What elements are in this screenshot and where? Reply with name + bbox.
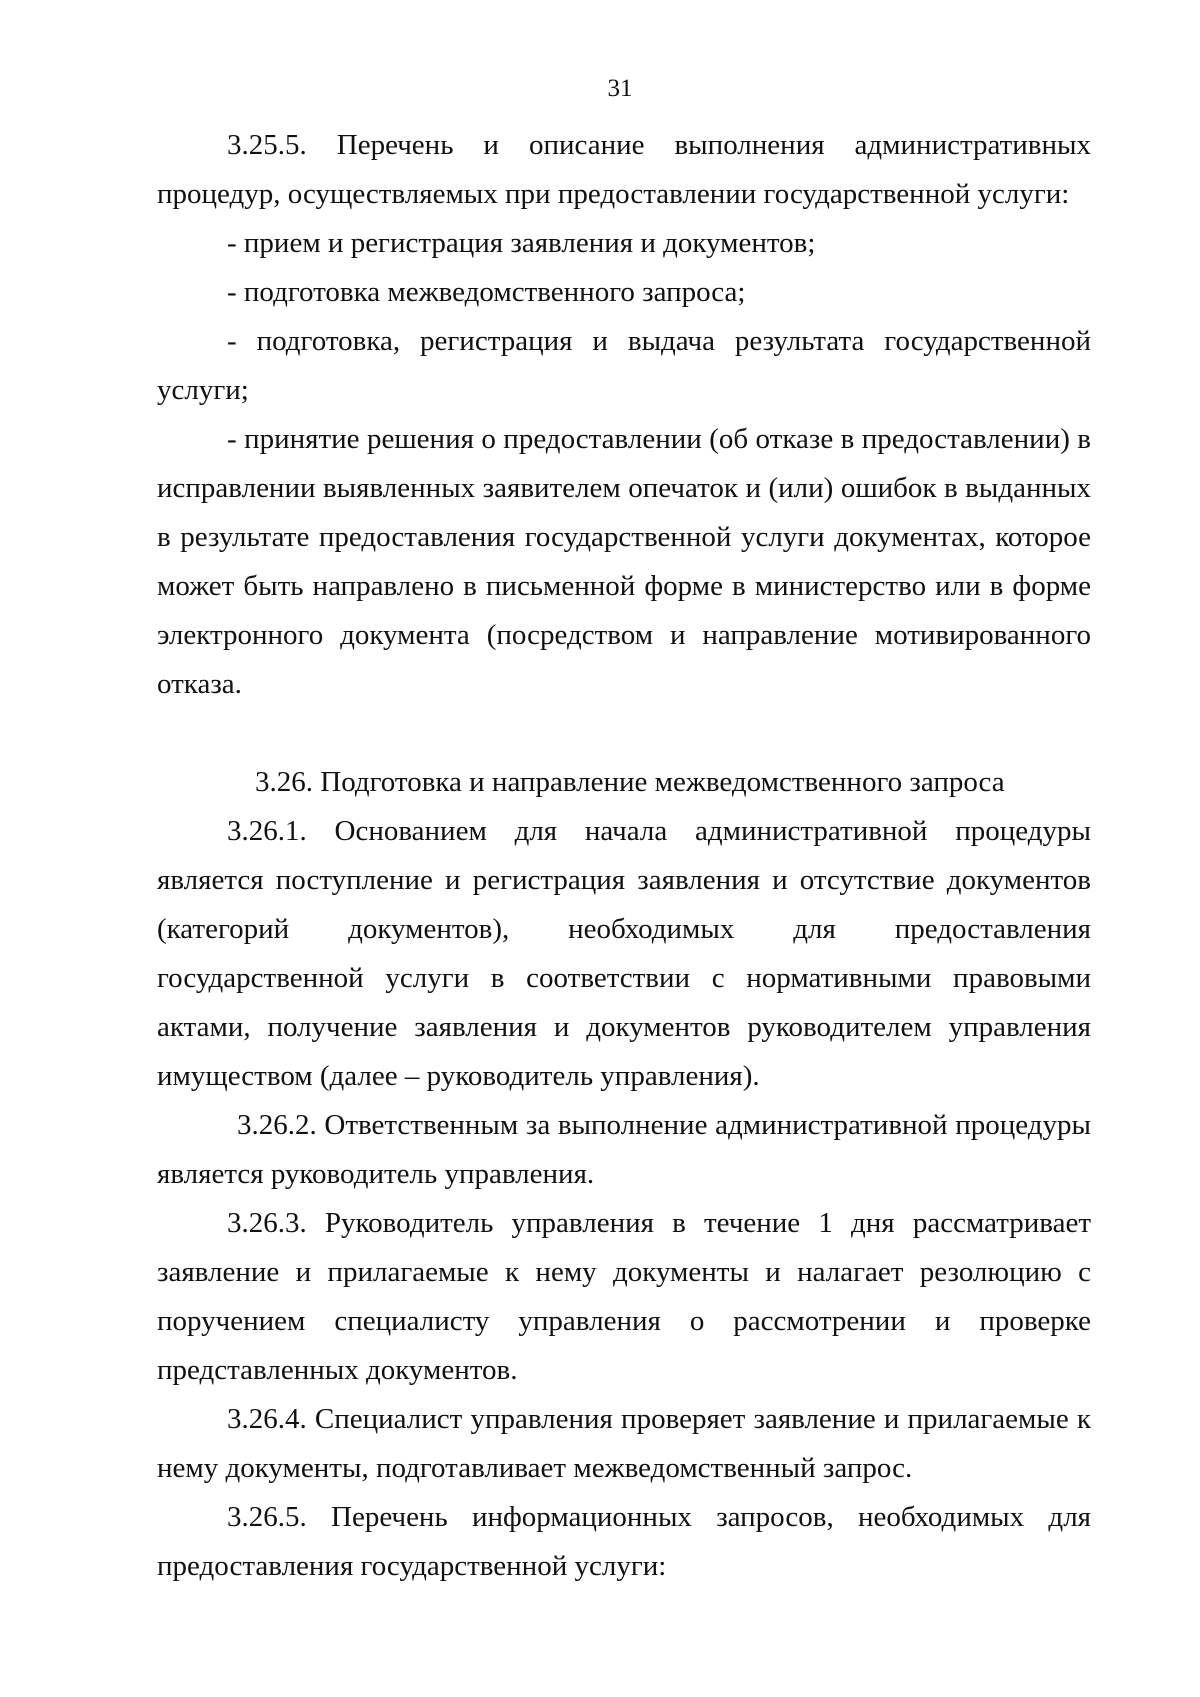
list-item-reception: - прием и регистрация заявления и документов;: [227, 227, 816, 259]
paragraph-3-26-5: 3.26.5. Перечень информационных запросов, необходимых для предоставления государственной услуги:: [157, 1501, 1091, 1582]
paragraph-3-26-2: 3.26.2. Ответственным за выполнение административной процедуры является руководитель управления.: [157, 1109, 1091, 1190]
list-item-result-issuance: - подготовка, регистрация и выдача результата государственной услуги;: [157, 325, 1091, 406]
document-body: [157, 121, 1091, 1591]
page-number: 31: [607, 75, 633, 102]
list-item-correction-decision: - принятие решения о предоставлении (об отказе в предоставлении) в исправлении выявленных заявителем опечаток и (или) ошибок в выданных в результате предоставления государственной услуги документах, которое может быть направлено в письменной форме в министерство или в форме электронного документа (посредством и направление мотивированного отказа.: [157, 423, 1091, 700]
list-item-interagency-request: - подготовка межведомственного запроса;: [227, 276, 746, 308]
paragraph-3-25-5: 3.25.5. Перечень и описание выполнения административных процедур, осуществляемых при предоставлении государственной услуги:: [157, 129, 1091, 210]
paragraph-3-26-4: 3.26.4. Специалист управления проверяет заявление и прилагаемые к нему документы, подготавливает межведомственный запрос.: [157, 1403, 1091, 1484]
paragraph-3-26-3: 3.26.3. Руководитель управления в течение 1 дня рассматривает заявление и прилагаемые к нему документы и налагает резолюцию с поручением специалисту управления о рассмотрении и проверке представленных документов.: [157, 1207, 1091, 1386]
section-heading-3-26: 3.26. Подготовка и направление межведомственного запроса: [255, 766, 1005, 798]
paragraph-3-26-1: 3.26.1. Основанием для начала административной процедуры является поступление и регистрация заявления и отсутствие документов (категорий документов), необходимых для предоставления государственной услуги в соответствии с нормативными правовыми актами, получение заявления и документов руководителем управления имуществом (далее – руководитель управления).: [157, 815, 1091, 1092]
